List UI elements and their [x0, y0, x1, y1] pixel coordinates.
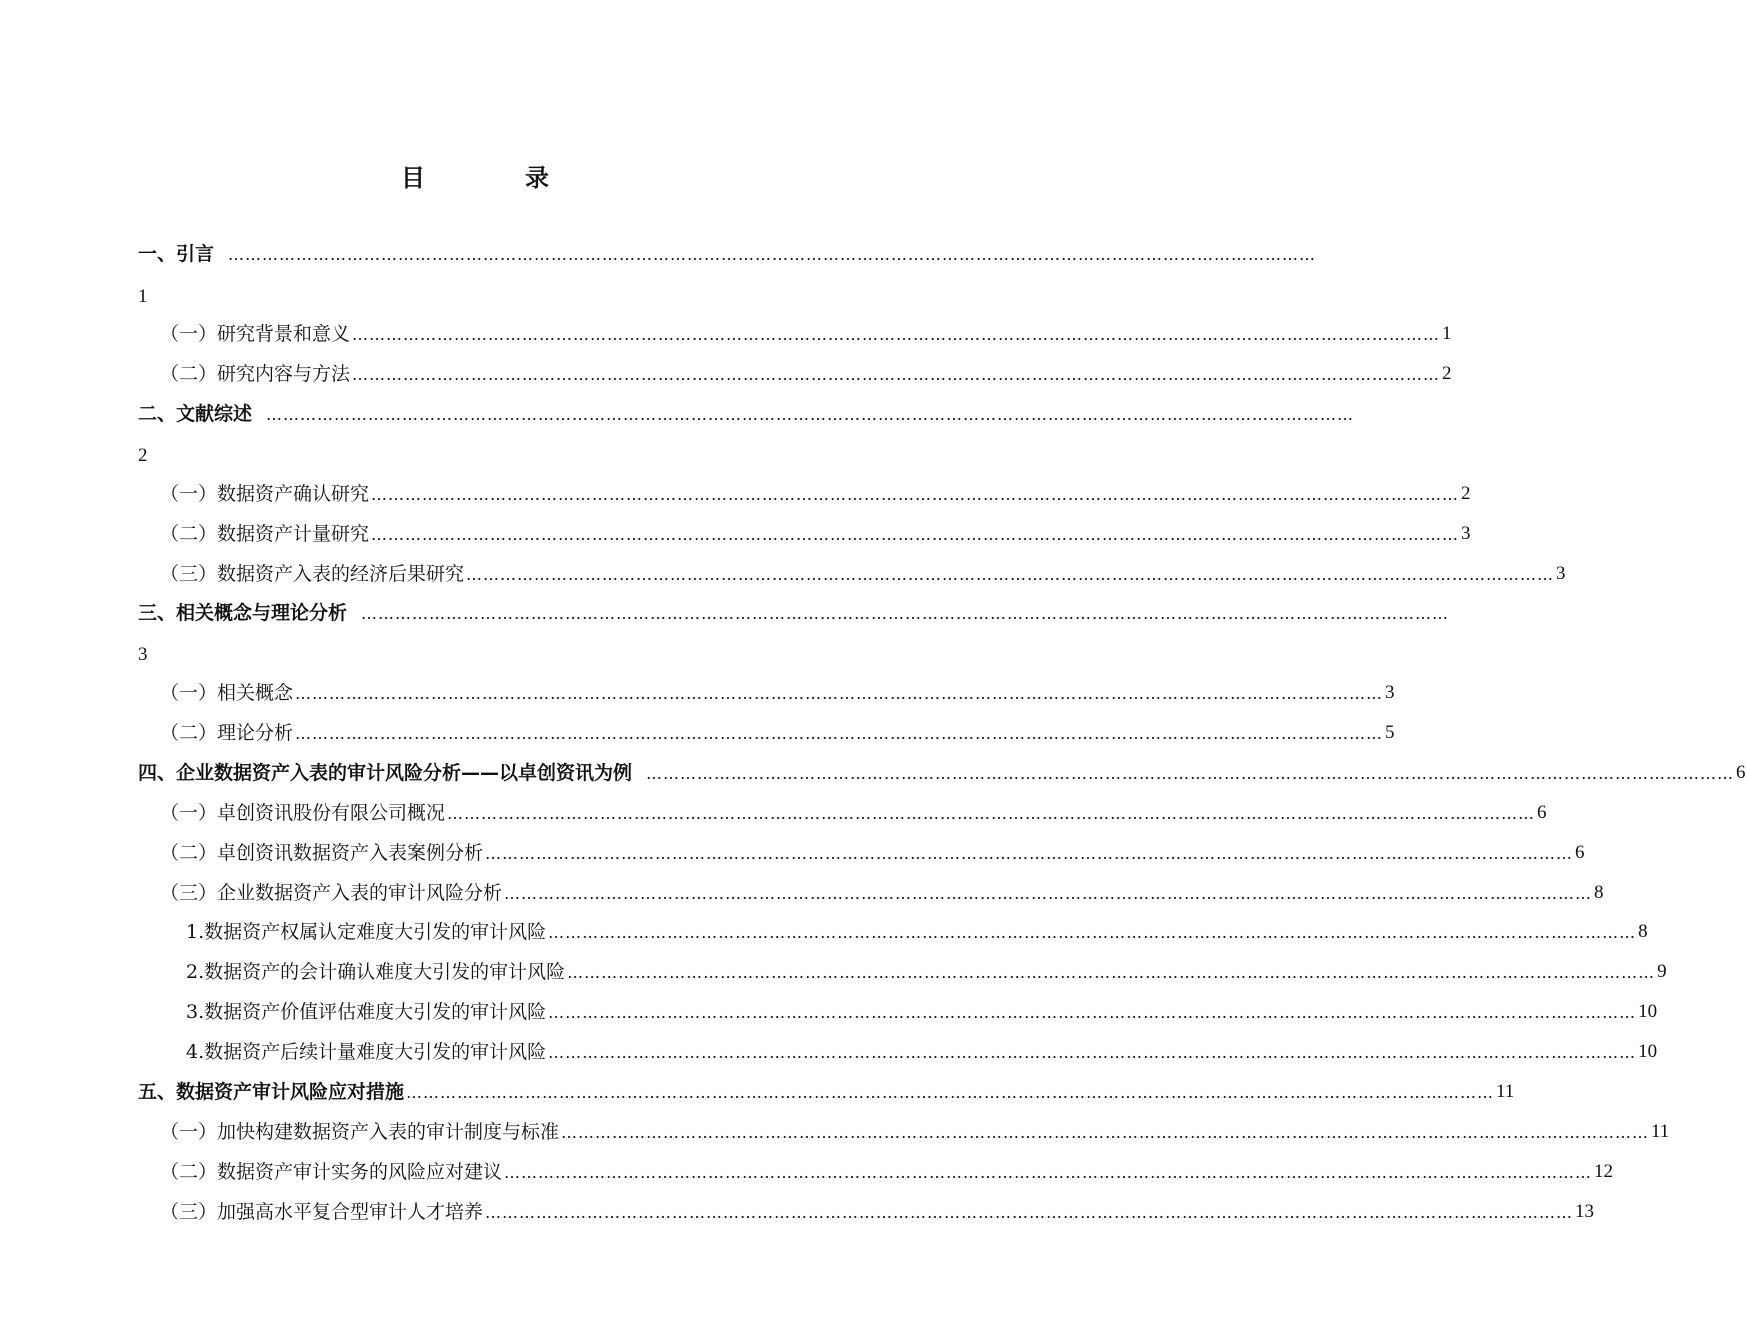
toc-entry-4-3[interactable] [160, 879, 1604, 907]
toc-entry-label: 1.数据资产权属认定难度大引发的审计风险 [186, 921, 547, 943]
toc-entry-3-1[interactable] [160, 679, 1395, 707]
toc-entry-page: 11 [1496, 1081, 1515, 1102]
toc-entry-label: （三）加强高水平复合型审计人才培养 [160, 1201, 484, 1223]
toc-entry-label: 二、文献综述 [138, 403, 253, 425]
toc-entry-label: （二）研究内容与方法 [160, 363, 351, 385]
toc-entry-1-2[interactable] [160, 360, 1452, 388]
toc-leader-dots: ………………………………………………………………………………………………………………………………………………………………………… [352, 325, 1441, 344]
toc-entry-label: （一）加快构建数据资产入表的审计制度与标准 [160, 1121, 560, 1143]
toc-entry-page: 3 [138, 644, 148, 665]
toc-leader-dots: ………………………………………………………………………………………………………………………………………………………………………… [567, 963, 1656, 982]
toc-entry-section-5[interactable] [138, 1078, 1515, 1106]
toc-leader-dots: ………………………………………………………………………………………………………………………………………………………………………… [646, 764, 1735, 783]
toc-entry-page: 2 [138, 445, 148, 466]
toc-leader-dots: ………………………………………………………………………………………………………………………………………………………………………… [548, 1003, 1637, 1022]
toc-entry-page: 9 [1657, 961, 1667, 982]
toc-entry-4-3-4[interactable] [186, 1038, 1658, 1066]
toc-entry-1-1[interactable] [160, 320, 1452, 348]
toc-entry-5-2[interactable] [160, 1158, 1614, 1186]
title-left-char: 目 [401, 164, 425, 192]
toc-entry-label: 三、相关概念与理论分析 [138, 602, 348, 624]
toc-entry-label: （二）数据资产审计实务的风险应对建议 [160, 1161, 503, 1183]
toc-entry-2-2[interactable] [160, 520, 1471, 548]
toc-entry-label: （三）数据资产入表的经济后果研究 [160, 563, 465, 585]
toc-leader-dots: ………………………………………………………………………………………………………………………………………………………………………… [447, 804, 1536, 823]
toc-entry-section-3[interactable] [138, 599, 1450, 627]
toc-entry-page: 11 [1651, 1121, 1670, 1142]
toc-leader-dots: ………………………………………………………………………………………………………………………………………………………………………… [295, 684, 1384, 703]
toc-entry-section-1[interactable] [138, 240, 1317, 268]
toc-entry-label: （二）卓创资讯数据资产入表案例分析 [160, 842, 484, 864]
toc-entry-label: 3.数据资产价值评估难度大引发的审计风险 [186, 1001, 547, 1023]
toc-entry-label: 五、数据资产审计风险应对措施 [138, 1081, 405, 1103]
toc-entry-5-1[interactable] [160, 1118, 1670, 1146]
toc-entry-4-3-3[interactable] [186, 998, 1658, 1026]
toc-entry-page: 3 [1556, 563, 1566, 584]
toc-leader-dots: ………………………………………………………………………………………………………………………………………………………………………… [466, 565, 1555, 584]
toc-leader-dots: ………………………………………………………………………………………………………………………………………………………………………… [504, 884, 1593, 903]
toc-entry-page: 3 [1385, 682, 1395, 703]
toc-entry-section-4[interactable] [138, 759, 1746, 787]
toc-entry-label: （二）理论分析 [160, 722, 294, 744]
toc-entry-page: 1 [138, 286, 148, 307]
toc-entry-label: （一）数据资产确认研究 [160, 483, 370, 505]
toc-leader-dots: ………………………………………………………………………………………………………………………………………………………………………… [371, 525, 1460, 544]
toc-leader-dots: ………………………………………………………………………………………………………………………………………………………………………… [485, 844, 1574, 863]
toc-entry-page: 8 [1638, 921, 1648, 942]
toc-leader-dots: ………………………………………………………………………………………………………………………………………………………………………… [371, 485, 1460, 504]
toc-entry-2-1[interactable] [160, 480, 1471, 508]
toc-leader-dots: ………………………………………………………………………………………………………………………………………………………………………… [352, 365, 1441, 384]
toc-entry-page: 2 [1442, 363, 1452, 384]
toc-leader-dots: ………………………………………………………………………………………………………………………………………………………………………… [504, 1163, 1593, 1182]
toc-entry-section-2[interactable] [138, 400, 1355, 428]
toc-entry-page: 13 [1575, 1201, 1595, 1222]
toc-leader-dots: ………………………………………………………………………………………………………………………………………………………………………… [548, 923, 1637, 942]
toc-entry-label: （一）相关概念 [160, 682, 294, 704]
toc-leader-dots: ………………………………………………………………………………………………………………………………………………………………………… [228, 245, 1317, 264]
toc-entry-label: 4.数据资产后续计量难度大引发的审计风险 [186, 1041, 547, 1063]
toc-entry-page: 8 [1594, 882, 1604, 903]
toc-entry-label: （三）企业数据资产入表的审计风险分析 [160, 882, 503, 904]
toc-entry-label: （二）数据资产计量研究 [160, 523, 370, 545]
toc-entry-4-2[interactable] [160, 839, 1585, 867]
toc-entry-page: 1 [1442, 323, 1452, 344]
toc-leader-dots: ………………………………………………………………………………………………………………………………………………………………………… [548, 1043, 1637, 1062]
toc-entry-label: 一、引言 [138, 243, 215, 265]
toc-leader-dots: ………………………………………………………………………………………………………………………………………………………………………… [485, 1203, 1574, 1222]
toc-entry-page: 6 [1736, 762, 1746, 783]
toc-entry-page: 3 [1461, 523, 1471, 544]
toc-leader-dots: ………………………………………………………………………………………………………………………………………………………………………… [406, 1083, 1495, 1102]
toc-entry-page: 10 [1638, 1041, 1658, 1062]
toc-entry-page: 10 [1638, 1001, 1658, 1022]
toc-leader-dots: ………………………………………………………………………………………………………………………………………………………………………… [361, 604, 1450, 623]
toc-entry-label: 四、企业数据资产入表的审计风险分析——以卓创资讯为例 [138, 762, 633, 784]
toc-leader-dots: ………………………………………………………………………………………………………………………………………………………………………… [266, 405, 1355, 424]
toc-entry-page: 6 [1537, 802, 1547, 823]
toc-entry-5-3[interactable] [160, 1198, 1595, 1226]
toc-leader-dots: ………………………………………………………………………………………………………………………………………………………………………… [561, 1123, 1650, 1142]
toc-entry-label: （一）卓创资讯股份有限公司概况 [160, 802, 446, 824]
toc-leader-dots: ………………………………………………………………………………………………………………………………………………………………………… [295, 724, 1384, 743]
title-right-char: 录 [525, 164, 549, 192]
toc-entry-label: （一）研究背景和意义 [160, 323, 351, 345]
toc-entry-page: 2 [1461, 483, 1471, 504]
toc-entry-label: 2.数据资产的会计确认难度大引发的审计风险 [186, 961, 566, 983]
toc-entry-4-3-1[interactable] [186, 918, 1648, 946]
page-title [0, 158, 950, 193]
toc-entry-page: 12 [1594, 1161, 1614, 1182]
toc-entry-4-3-2[interactable] [186, 958, 1667, 986]
toc-entry-3-2[interactable] [160, 719, 1395, 747]
toc-entry-page: 5 [1385, 722, 1395, 743]
toc-entry-page: 6 [1575, 842, 1585, 863]
toc-entry-2-3[interactable] [160, 560, 1566, 588]
toc-entry-4-1[interactable] [160, 799, 1547, 827]
